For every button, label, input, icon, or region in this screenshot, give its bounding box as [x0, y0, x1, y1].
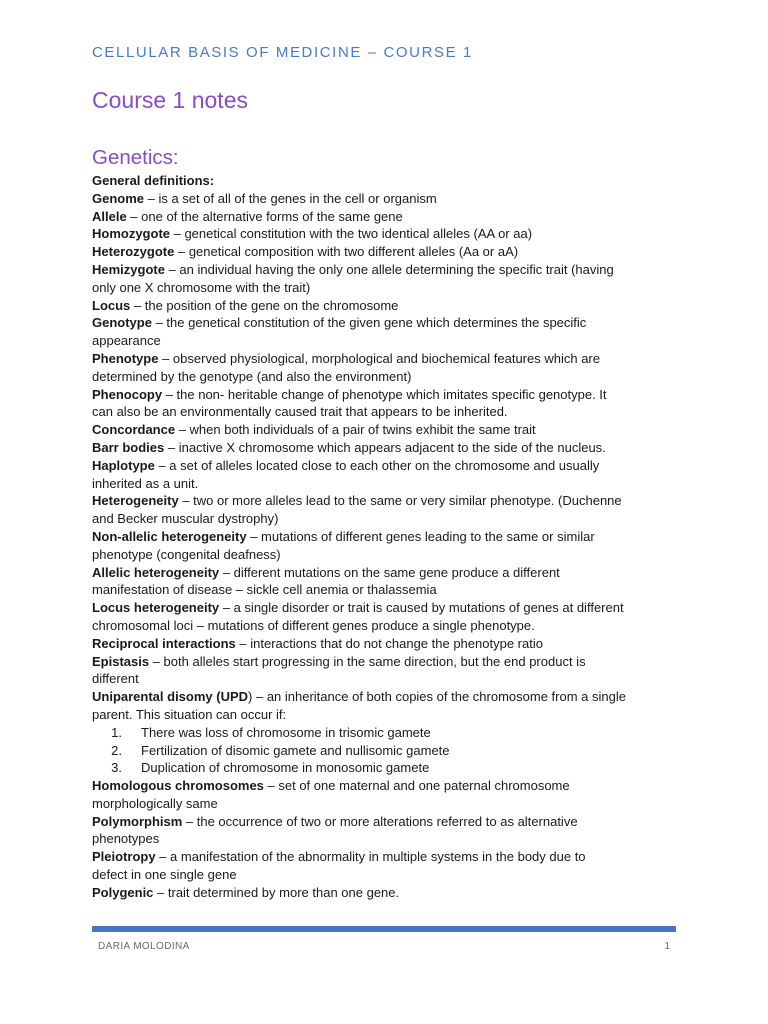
subheading-general-definitions: General definitions:	[92, 173, 215, 188]
definition-text: – genetical composition with two different alleles (Aa or aA)	[174, 244, 519, 260]
definition-text: – a manifestation of the abnormality in multiple systems in the body due to	[155, 849, 586, 865]
definition-term: Heterogeneity	[92, 493, 179, 509]
definition-text: – observed physiological, morphological and biochemical features which are	[158, 350, 600, 366]
definition-continuation	[92, 617, 682, 635]
definition-text: – when both individuals of a pair of twins exhibit the same trait	[175, 422, 536, 438]
definition-term: Allele	[92, 208, 127, 224]
definition-line	[92, 190, 682, 208]
definition-term: Homozygote	[92, 226, 170, 242]
document-title: Course 1 notes	[92, 87, 248, 113]
upd-conditions-list	[92, 724, 682, 777]
definition-text: appearance	[92, 333, 161, 349]
definition-term: Phenotype	[92, 350, 159, 366]
definition-text: – the genetical constitution of the given gene which determines the specific	[151, 315, 587, 331]
definition-text: only one X chromosome with the trait)	[92, 279, 311, 295]
definition-line	[92, 421, 682, 439]
list-item-text: There was loss of chromosome in trisomic gamete	[141, 724, 431, 740]
definition-continuation	[92, 510, 682, 528]
definition-text: – two or more alleles lead to the same or very similar phenotype. (Duchenne	[178, 493, 622, 509]
definitions-body	[92, 172, 682, 902]
definition-text: can also be an environmentally caused trait that appears to be inherited.	[92, 404, 508, 420]
definition-text: – genetical constitution with the two identical alleles (AA or aa)	[170, 226, 533, 242]
list-item-number: 2.	[111, 742, 122, 758]
definitions-list	[92, 190, 682, 724]
definition-term: Polymorphism	[92, 813, 183, 829]
definition-continuation	[92, 670, 682, 688]
list-item	[92, 724, 682, 742]
definition-continuation	[92, 279, 682, 297]
definition-term: Phenocopy	[92, 386, 163, 402]
definition-text: – set of one maternal and one paternal chromosome	[263, 778, 570, 794]
footer-author: DARIA MOLODINA	[98, 941, 190, 952]
definitions-list-continued	[92, 777, 682, 902]
definition-line	[92, 688, 682, 706]
definition-line	[92, 225, 682, 243]
definition-term: Allelic heterogeneity	[92, 564, 220, 580]
definition-text: – different mutations on the same gene produce a different	[219, 564, 560, 580]
definition-term: Hemizygote	[92, 261, 165, 277]
definition-term: Genotype	[92, 315, 152, 331]
definition-text: – trait determined by more than one gene.	[153, 884, 400, 900]
definition-continuation	[92, 830, 682, 848]
definition-text: morphologically same	[92, 795, 218, 811]
definition-line	[92, 635, 682, 653]
definition-text: – the non- heritable change of phenotype which imitates specific genotype. It	[162, 386, 607, 402]
definition-term: Haplotype	[92, 457, 155, 473]
definition-term: Locus	[92, 297, 131, 313]
definition-term: Genome	[92, 190, 145, 206]
list-item-text: Duplication of chromosome in monosomic gamete	[141, 760, 430, 776]
definition-term: Uniparental disomy (UPD	[92, 689, 249, 705]
definition-line	[92, 564, 682, 582]
definition-term: Locus heterogeneity	[92, 600, 220, 616]
definition-term: Polygenic	[92, 884, 154, 900]
definition-line	[92, 243, 682, 261]
definition-text: – inactive X chromosome which appears adjacent to the side of the nucleus.	[164, 439, 606, 455]
definition-term: Homologous chromosomes	[92, 778, 264, 794]
definition-line	[92, 813, 682, 831]
section-heading-genetics: Genetics:	[92, 146, 179, 169]
definition-line	[92, 439, 682, 457]
list-item-number: 3.	[111, 760, 122, 776]
definition-continuation	[92, 581, 682, 599]
definition-line	[92, 884, 682, 902]
definition-text: defect in one single gene	[92, 867, 237, 883]
definition-text: – interactions that do not change the phenotype ratio	[235, 635, 543, 651]
definition-text: – is a set of all of the genes in the cell or organism	[144, 190, 437, 206]
definition-line	[92, 350, 682, 368]
definition-term: Epistasis	[92, 653, 150, 669]
list-item-number: 1.	[111, 724, 122, 740]
definition-continuation	[92, 403, 682, 421]
definition-continuation	[92, 866, 682, 884]
definition-text: different	[92, 671, 139, 687]
definition-line	[92, 261, 682, 279]
definition-text: – mutations of different genes leading to the same or similar	[246, 528, 595, 544]
definition-term: Heterozygote	[92, 244, 175, 260]
definition-text: and Becker muscular dystrophy)	[92, 511, 279, 527]
definition-term: Barr bodies	[92, 439, 165, 455]
definition-text: – a single disorder or trait is caused by mutations of genes at different	[219, 600, 624, 616]
definition-continuation	[92, 368, 682, 386]
definition-text: parent. This situation can occur if:	[92, 706, 287, 722]
definition-term: Concordance	[92, 422, 176, 438]
definition-line	[92, 492, 682, 510]
definition-text: – the occurrence of two or more alterations referred to as alternative	[182, 813, 578, 829]
list-item	[92, 742, 682, 760]
definition-continuation	[92, 706, 682, 724]
list-item-text: Fertilization of disomic gamete and nullisomic gamete	[141, 742, 450, 758]
definition-continuation	[92, 332, 682, 350]
definition-line	[92, 314, 682, 332]
definition-line	[92, 848, 682, 866]
definition-continuation	[92, 546, 682, 564]
definition-line	[92, 528, 682, 546]
definition-text: – one of the alternative forms of the same gene	[126, 208, 403, 224]
definition-text: – an individual having the only one allele determining the specific trait (having	[164, 261, 614, 277]
footer-page-number: 1	[664, 941, 670, 952]
definition-continuation	[92, 795, 682, 813]
definition-text: phenotype (congenital deafness)	[92, 546, 281, 562]
list-item	[92, 759, 682, 777]
definition-line	[92, 297, 682, 315]
running-header: CELLULAR BASIS OF MEDICINE – COURSE 1	[92, 44, 473, 61]
definition-line	[92, 208, 682, 226]
footer-rule	[92, 926, 676, 932]
definition-text: chromosomal loci – mutations of different genes produce a single phenotype.	[92, 617, 535, 633]
definition-line	[92, 386, 682, 404]
definition-term: Non-allelic heterogeneity	[92, 528, 247, 544]
definition-text: ) – an inheritance of both copies of the chromosome from a single	[248, 689, 626, 705]
definition-text: inherited as a unit.	[92, 475, 199, 491]
definition-text: – a set of alleles located close to each other on the chromosome and usually	[154, 457, 600, 473]
definition-term: Reciprocal interactions	[92, 635, 236, 651]
definition-continuation	[92, 475, 682, 493]
definition-line	[92, 599, 682, 617]
definition-line	[92, 457, 682, 475]
definition-term: Pleiotropy	[92, 849, 156, 865]
definition-line	[92, 777, 682, 795]
definition-text: – the position of the gene on the chromosome	[130, 297, 399, 313]
definition-line	[92, 653, 682, 671]
definition-text: – both alleles start progressing in the same direction, but the end product is	[149, 653, 586, 669]
definition-text: manifestation of disease – sickle cell anemia or thalassemia	[92, 582, 437, 598]
definition-text: determined by the genotype (and also the environment)	[92, 368, 412, 384]
definition-text: phenotypes	[92, 831, 160, 847]
